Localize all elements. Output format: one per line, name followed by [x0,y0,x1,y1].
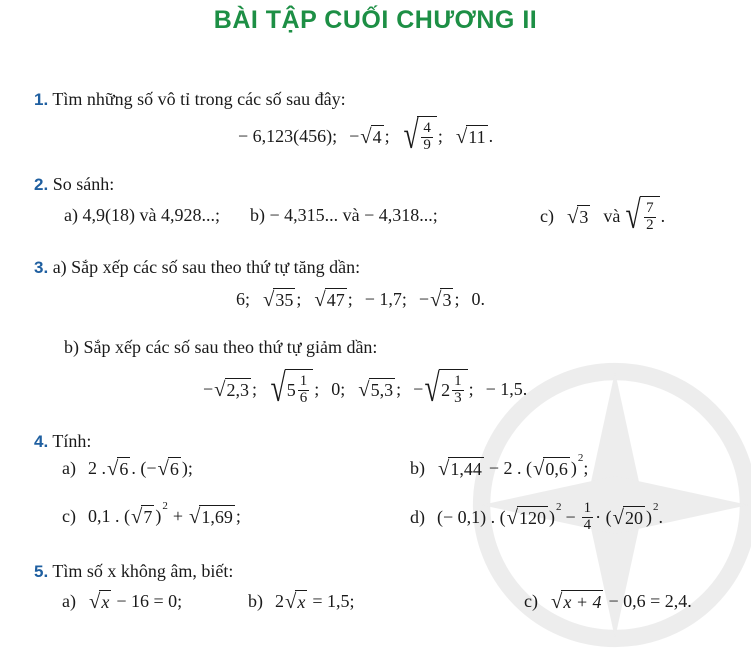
problem-5b: b) 2 √ x = 1,5; [248,590,355,613]
problem-text: a) Sắp xếp các số sau theo thứ tự tăng dần: [52,257,361,277]
problem-3b-numbers: − √ 2,3 ; √ 5 $\frac{1}{6}$ ; 0; √ 5,3 ; − √ 2 $\frac{1}{3}$ ; − 1,5. [203,366,528,411]
problem-2a: a) 4,9(18) và 4,928...; [64,205,220,225]
problem-2b: b) − 4,315... và − 4,318...; [250,205,438,225]
problem-number: 1. [34,90,49,109]
sqrt-fraction: √ $\frac{7}{2}$ [625,196,659,236]
problem-text: So sánh: [52,174,115,194]
sqrt-expression: √ 3 [566,205,589,228]
problem-4c: c) 0,1 . ( √ 7 ) 2 + √ 1,69 ; [62,500,241,528]
problem-1-numbers: − 6,123(456); − √ 4 ; √ $\frac{4}{9}$ ; √ 11 . [238,113,494,158]
problem-3b: b) Sắp xếp các số sau theo thứ tự giảm dần: [64,337,378,357]
problem-5 [34,562,233,580]
problem-number: 2. [34,175,49,194]
sqrt-fraction: √ $\frac{4}{9}$ [403,116,437,156]
minus-sign: − [349,125,360,146]
problem-2c: c) √ 3 và √ $\frac{7}{2}$ . [540,193,666,238]
problem-4a: a) 2 . √ 6 . (− √ 6 ); [62,457,193,480]
problem-4 [34,432,91,450]
problem-text: Tìm số x không âm, biết: [52,561,234,581]
problem-1 [34,90,346,108]
problem-4b: b) √ 1,44 − 2 . ( √ 0,6 ) 2 ; [410,452,589,480]
problem-5c: c) √ x + 4 − 0,6 = 2,4. [524,590,692,613]
problem-number: 5. [34,562,49,581]
problem-text: Tìm những số vô tỉ trong các số sau đây: [52,89,346,109]
problem-3a-numbers: 6; √ 35 ; √ 47 ; − 1,7; − √ 3 ; 0. [236,288,485,311]
problem-number: 4. [34,432,49,451]
problem-3 [34,258,360,276]
sqrt-expression: √ 11 [455,125,486,148]
number-item: − 6,123(456); [238,125,338,146]
page-title: BÀI TẬP CUỐI CHƯƠNG II [213,6,538,34]
problem-4d: d) (− 0,1) . ( √ 120 ) 2 − $\frac{1}{4}$ · ( √ 20 ) 2 . [410,499,664,533]
problem-2 [34,175,114,193]
problem-number: 3. [34,258,49,277]
problem-text: Tính: [52,431,92,451]
sqrt-expression: √ 4 [360,125,382,148]
problem-5a: a) √ x − 16 = 0; [62,590,183,613]
